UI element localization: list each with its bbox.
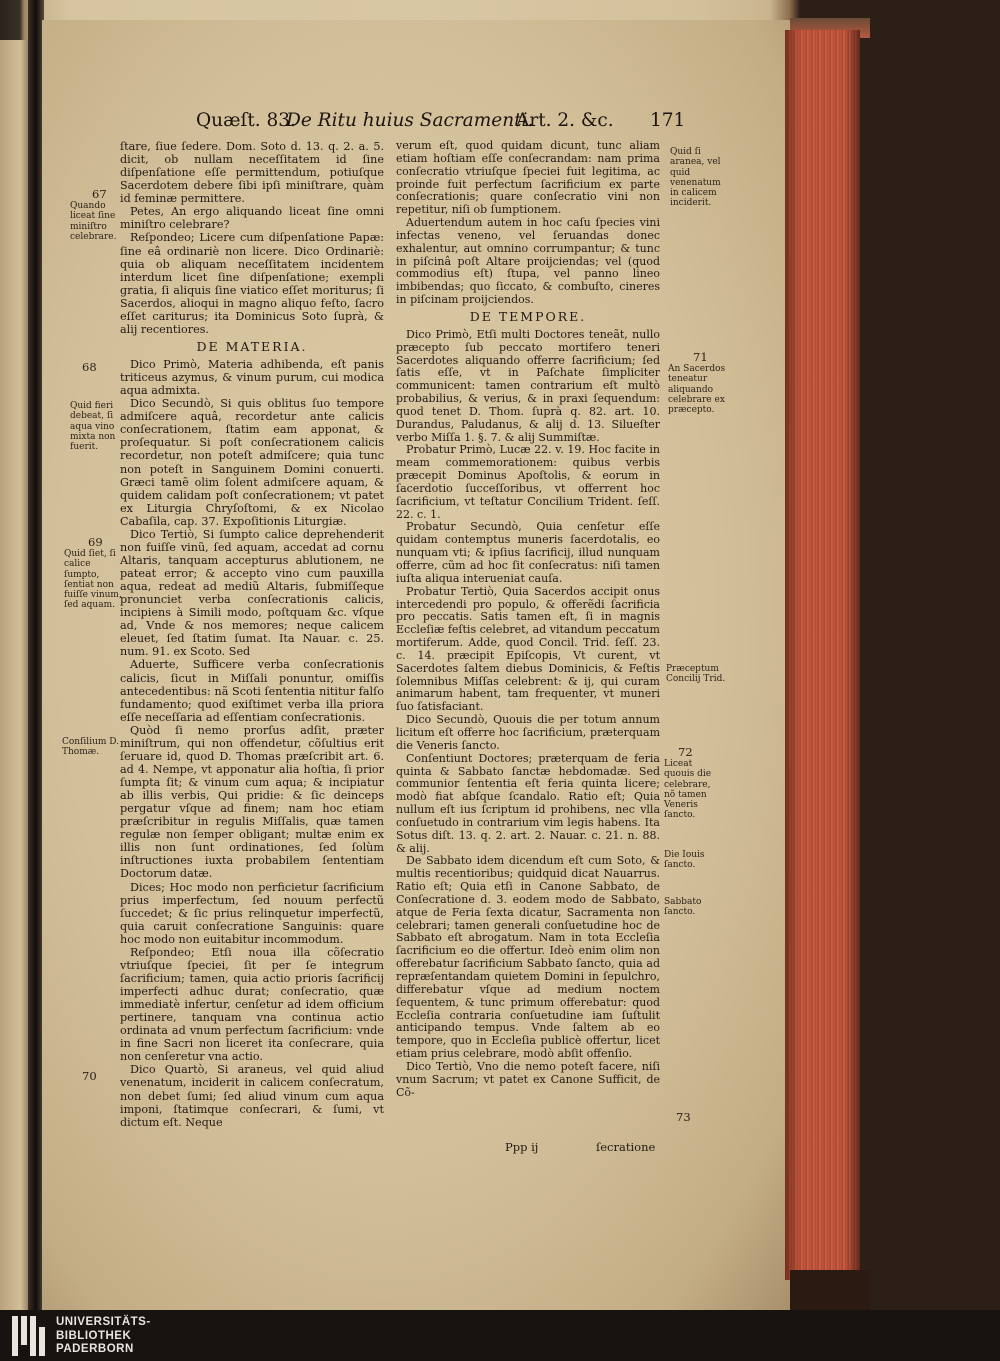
running-head-title: De Ritu huius Sacramenti. xyxy=(286,110,534,131)
section-heading: DE TEMPORE. xyxy=(469,308,587,324)
margin-note-an-sacerdos: An Sacerdos teneatur aliquando celebrare ex præcepto. xyxy=(668,364,726,416)
running-head-article: Art. 2. &c. xyxy=(516,110,614,131)
margin-note-quid-si-calice: Quid ſiet, ſi calice ſumpto, ſentiat non fuiſſe vinum, ſed aquam. xyxy=(64,549,122,611)
paragraph: ſtare, ſiue ſedere. Dom. Soto d. 13. q. 2. a. 5. dicit, ob nullam neceſſitatem id ſine diſpenſatione eſſe permittendum, potiuſque Sacerdotem debere ſibi ipſi miniſtrare, quàm id feminæ permittere. xyxy=(120,140,384,206)
paragraph: Probatur Tertiò, Quia Sacerdos accipit onus intercedendi pro populo, & offerẽdi ſacrificia pro peccatis. Satis tamen eſt, ſi in magnis Eccleſiæ feſtis celebret, ad vitandum peccatum mortiferum. Adde, quod Concil. Trid. ſeſſ. 23. c. 14. præcipit Epiſcopis, Vt curent, vt Sacerdotes ſaltem diebus Dominicis, & Feſtis ſolemnibus Miſſas celebrent: & ij, qui curam animarum habent, tam frequenter, vt muneri ſuo ſatisfaciant. xyxy=(396,584,660,714)
library-name-line2: BIBLIOTHEK xyxy=(56,1329,132,1342)
paragraph: Aduertendum autem in hoc caſu ſpecies vini infectas veneno, vel ſeruandas donec exhalentur, aut omnino corrumpantur; & tunc in piſcinâ poſt Altare proijciendas; vel (quod commodius eſt) ſtupa, vel panno lineo imbibendas; quo ſiccato, & combuſto, cineres in piſcinam proijciendos. xyxy=(396,216,660,307)
margin-number-71: 71 xyxy=(693,350,708,364)
paragraph: Aduerte, Sufficere verba conſecrationis calicis, ſicut in Miſſali ponuntur, omiſſis antecedentibus: nã Scoti ſententia nititur falſo fundamento; quod exiſtimet verba illa priora eſſe neceſſaria ad eſſentiam conſecrationis. xyxy=(120,658,384,724)
paragraph: Dico Secundò, Si quis oblitus ſuo tempore admiſcere aquâ, recordetur ante calicis conſecrationem, ſtatim eam apponat, & proſequatur. Si poſt conſecrationem calicis recordetur, non poteſt admiſcere; quia tunc non poteſt in Sanguinem Domini conuerti. Græci tamẽ olim ſolent admiſcere aquam, & quidem calidam poſt conſecrationem; vt patet ex Liturgia Chryſoſtomi, & ex Nicolao Cabaſila, cap. 37. Expoſitionis Liturgiæ. xyxy=(120,397,384,528)
paragraph: Conſentiunt Doctores; præterquam de feria quinta & Sabbato ſanctæ hebdomadæ. Sed communior ſententia eſt feria quinta licere; modò fiat abſque ſcandalo. Ratio eſt; Quia nullum eſt ius ſcriptum id prohibens, nec vlla conſuetudo in contrarium vim legis habens. Ita Sotus diſt. 13. q. 2. art. 2. Nauar. c. 21. n. 88. & alij. xyxy=(396,751,660,855)
library-name-line3: PADERBORN xyxy=(56,1343,134,1355)
paragraph: Probatur Primò, Lucæ 22. v. 19. Hoc facite in meam commemorationem: quibus verbis præcepit Dominus Apoſtolis, & eorum in ſacerdotio ſucceſſoribus, vt offerrent hoc ſacrificium, vt teſtatur Concilium Trident. ſeſſ. 22. c. 1. xyxy=(396,443,660,521)
margin-number-70: 70 xyxy=(82,1069,97,1083)
section-heading: DE MATERIA. xyxy=(196,338,308,354)
paragraph: Dico Tertiò, Si ſumpto calice deprehenderit non fuiſſe vinũ, ſed aquam, accedat ad cornu Altaris, tanquam accepturus ablutionem, ne pateat error; & accepto vino cum pauxilla aqua, redeat ad mediũ Altaris, ſubmiſſeque pronunciet verba conſecrationis calicis, incipiens à Simili modo, poſtquam &c. vſque ad, Vnde & nos memores; neque calicem eleuet, ſed ſtatim ſumat. Ita Nauar. c. 25. num. 91. ex Scoto. Sed xyxy=(120,527,384,659)
margin-number-67: 67 xyxy=(92,187,107,201)
paragraph: Dico Tertiò, Vno die nemo poteſt facere, niſi vnum Sacrum; vt patet ex Canone Sufficit, de Cõ- xyxy=(396,1059,660,1099)
margin-number-68: 68 xyxy=(82,360,97,374)
paragraph: Petes, An ergo aliquando liceat ſine omni miniſtro celebrare? xyxy=(120,205,384,232)
left-text-column xyxy=(120,140,384,1129)
page-number: 171 xyxy=(650,110,686,131)
margin-note-die-iouis: Die Iouis ſancto. xyxy=(664,850,705,871)
paragraph: Dico Secundò, Quouis die per totum annum licitum eſt offerre hoc ſacrificium, præterquam die Veneris ſancto. xyxy=(396,713,660,752)
paragraph: Dico Quartò, Si araneus, vel quid aliud venenatum, inciderit in calicem conſecratum, non debet ſumi; ſed aliud vinum cum aqua imponi, ſtatimque conſecrari, & ſumi, vt dictum eſt. Neque xyxy=(120,1063,384,1129)
margin-note-liceat-quouis: Liceat quouis die celebrare, nõ tamen Veneris ſancto. xyxy=(664,759,712,821)
book-edge-bottom xyxy=(790,1270,870,1310)
margin-number-69: 69 xyxy=(88,535,103,549)
paragraph: Quòd ſi nemo prorſus adſit, præter miniſtrum, qui non offendetur, cõſultius erit ſeruare id, quod D. Thomas præſcribit art. 6. ad 4. Nempe, vt apponatur alia hoſtia, ſi prior ſumpta ſit; & vinum cum aqua; & incipiatur ab illis verbis, Qui pridie: & ſic deinceps pergatur vſque ad finem; nam hoc etiam præſcribitur in regulis Miſſalis, quæ tamen regulæ non ſemper obligant; multæ enim ex illis non ſunt ordinationes, ſed ſolùm inſtructiones iuxta probabilem ſententiam Doctorum datæ. xyxy=(120,723,384,881)
catchword: ſecratione xyxy=(596,1140,656,1154)
paragraph: Probatur Secundò, Quia cenſetur eſſe quidam contemptus muneris ſacerdotalis, eo nunquam vti; & ipſius ſacrificij, illud nunquam offerre, cũm ad hoc ſit conſecratus: niſi tamen iuſta aliqua interueniat cauſa. xyxy=(396,520,660,585)
margin-note-quando-liceat: Quando liceat ſine miniſtro celebrare. xyxy=(70,201,117,242)
margin-number-72: 72 xyxy=(678,745,693,759)
running-head xyxy=(196,110,796,136)
red-page-edges xyxy=(785,30,860,1280)
signature-mark: Ppp ij xyxy=(505,1140,539,1154)
paragraph: Reſpondeo; Etſi noua illa cõſecratio vtriuſque ſpeciei, ſit per ſe integrum ſacrificium; tamen, quia actio prioris ſacrificij imperfecti adhuc durat; conſecratio, quæ immediatè infertur, cenſetur ad idem officium pertinere, tanquam vna continua actio ordinata ad vnum perfectum ſacrificium: vnde in fine Sacri non liceret ita conſecrare, quia non cenſeretur vna actio. xyxy=(120,945,384,1064)
margin-number-73: 73 xyxy=(676,1110,691,1124)
margin-note-consilium: Conſilium D. Thomæ. xyxy=(62,737,120,758)
paragraph: De Sabbato idem dicendum eſt cum Soto, & multis recentioribus; quidquid dicat Nauarrus. Ratio eſt; Quia etſi in Canone Sabbato, de Conſecratione d. 3. eodem modo de Sabbato, atque de Feria ſexta dicatur, Sacramenta non celebrari; tamen generali conſuetudine hoc de Sabbato eſt abrogatum. Nam in tota Eccleſia ſacrificium eo die offertur. Ideò enim olim non offerebatur ſacrificium Sabbato ſancto, quia ad repræſentandam quietem Domini in ſepulchro, differebatur vſque ad medium noctem ſequentem, & tunc primum offerebatur: quod Eccleſia contraria conſuetudine iam ſuſtulit anticipando tempus. Vnde ſaltem ab eo tempore, quo in Eccleſia publicè offertur, licet etiam prius celebrare, modò abſit offenſio. xyxy=(396,854,660,1061)
library-name-line1: UNIVERSITÄTS- xyxy=(56,1316,151,1328)
library-logo-icon xyxy=(12,1316,48,1356)
margin-note-quid-si-aranea: Quid ſi aranea, vel quid venenatum in calicem inciderit. xyxy=(670,147,721,209)
margin-note-praeceptum: Præceptum Concilij Trid. xyxy=(666,664,726,685)
paragraph: Dices; Hoc modo non perficietur ſacrificium prius imperfectum, ſed nouum perfectũ ſuccedet; & ſic prius relinquetur imperfectũ, quia caruit conſecratione Sanguinis: quare hoc modo non euitabitur incommodum. xyxy=(120,880,384,946)
paragraph: verum eſt, quod quidam dicunt, tunc aliam etiam hoſtiam eſſe conſecrandam: nam prima conſecratio vtriuſque ſpeciei fuit legitima, ac proinde fuit perfectum ſacrificium ex parte conſecrationis; quare conſecratio vini non repetitur, niſi ob ſumptionem. xyxy=(396,139,660,217)
paragraph: Dico Primò, Etſi multi Doctores teneãt, nullo præcepto ſub peccato mortifero teneri Sacerdotes aliquando offerre ſacrificium; ſed ſatis eſſe, vt in Paſchate ſimpliciter communicent: tamen contrarium eſt multò probabilius, & verius, & in praxi ſequendum: quod tenet D. Thom. ſuprà q. 82. art. 10. Durandus, Paludanus, & alij d. 13. Silueſter verbo Miſſa 1. §. 7. & alij Summiſtæ. xyxy=(396,327,660,444)
running-head-quaestio: Quæſt. 83. xyxy=(196,110,296,131)
right-text-column xyxy=(396,140,660,1099)
library-branding-bar xyxy=(0,1310,1000,1361)
paragraph: Dico Primò, Materia adhibenda, eſt panis triticeus azymus, & vinum purum, cui modica aqua admixta. xyxy=(120,358,384,398)
library-name xyxy=(56,1316,151,1357)
paragraph: Reſpondeo; Licere cum diſpenſatione Papæ: ſine eâ ordinariè non licere. Dico Ordinariè: quia ob aliquam neceſſitatem incidentem interdum licet ſine diſpenſatione; exempli gratia, ſi aliquis ſine viatico eſſet moriturus; ſi Sacerdos, alioqui in magno aliquo feſto, ſacro eſſet cariturus; ita Dominicus Soto ſuprà, & alij recentiores. xyxy=(120,231,384,336)
margin-note-quid-fieri: Quid fieri debeat, ſi aqua vino mixta non fuerit. xyxy=(70,401,116,453)
margin-note-sabbato: Sabbato ſancto. xyxy=(664,897,702,918)
